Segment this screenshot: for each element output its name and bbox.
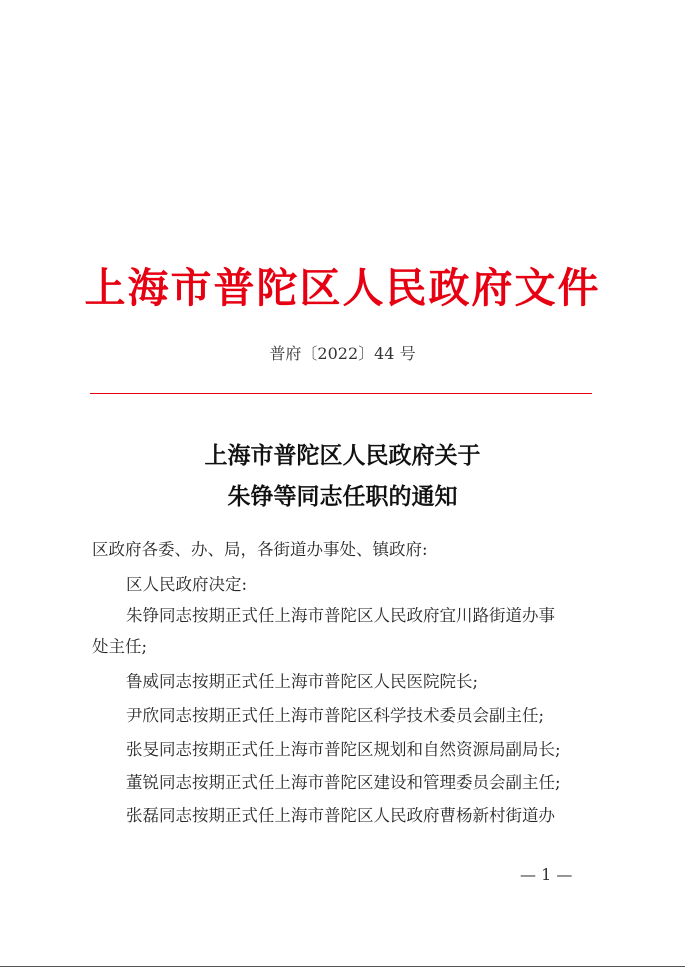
document-number: 普府〔2022〕44 号 [269, 344, 416, 363]
body-line: 张磊同志按期正式任上海市普陀区人民政府曹杨新村街道办 [126, 806, 555, 825]
body-line: 尹欣同志按期正式任上海市普陀区科学技术委员会副主任; [126, 706, 545, 725]
body-line: 张旻同志按期正式任上海市普陀区规划和自然资源局副局长; [126, 740, 561, 759]
notice-title-line-1: 上海市普陀区人民政府关于 [204, 442, 481, 469]
body-line: 董锐同志按期正式任上海市普陀区建设和管理委员会副主任; [126, 773, 561, 792]
masthead-title: 上海市普陀区人民政府文件 [84, 264, 601, 312]
page-number: — 1 — [520, 865, 573, 884]
body-line: 区人民政府决定: [126, 575, 248, 594]
body-line: 处主任; [92, 637, 148, 656]
salutation: 区政府各委、办、局，各街道办事处、镇政府: [92, 540, 428, 559]
bottom-rule [0, 966, 685, 967]
body-line: 鲁威同志按期正式任上海市普陀区人民医院院长; [126, 672, 479, 691]
notice-title-line-2: 朱铮等同志任职的通知 [227, 483, 458, 510]
red-separator-line [90, 393, 592, 394]
body-line: 朱铮同志按期正式任上海市普陀区人民政府宜川路街道办事 [126, 606, 555, 625]
